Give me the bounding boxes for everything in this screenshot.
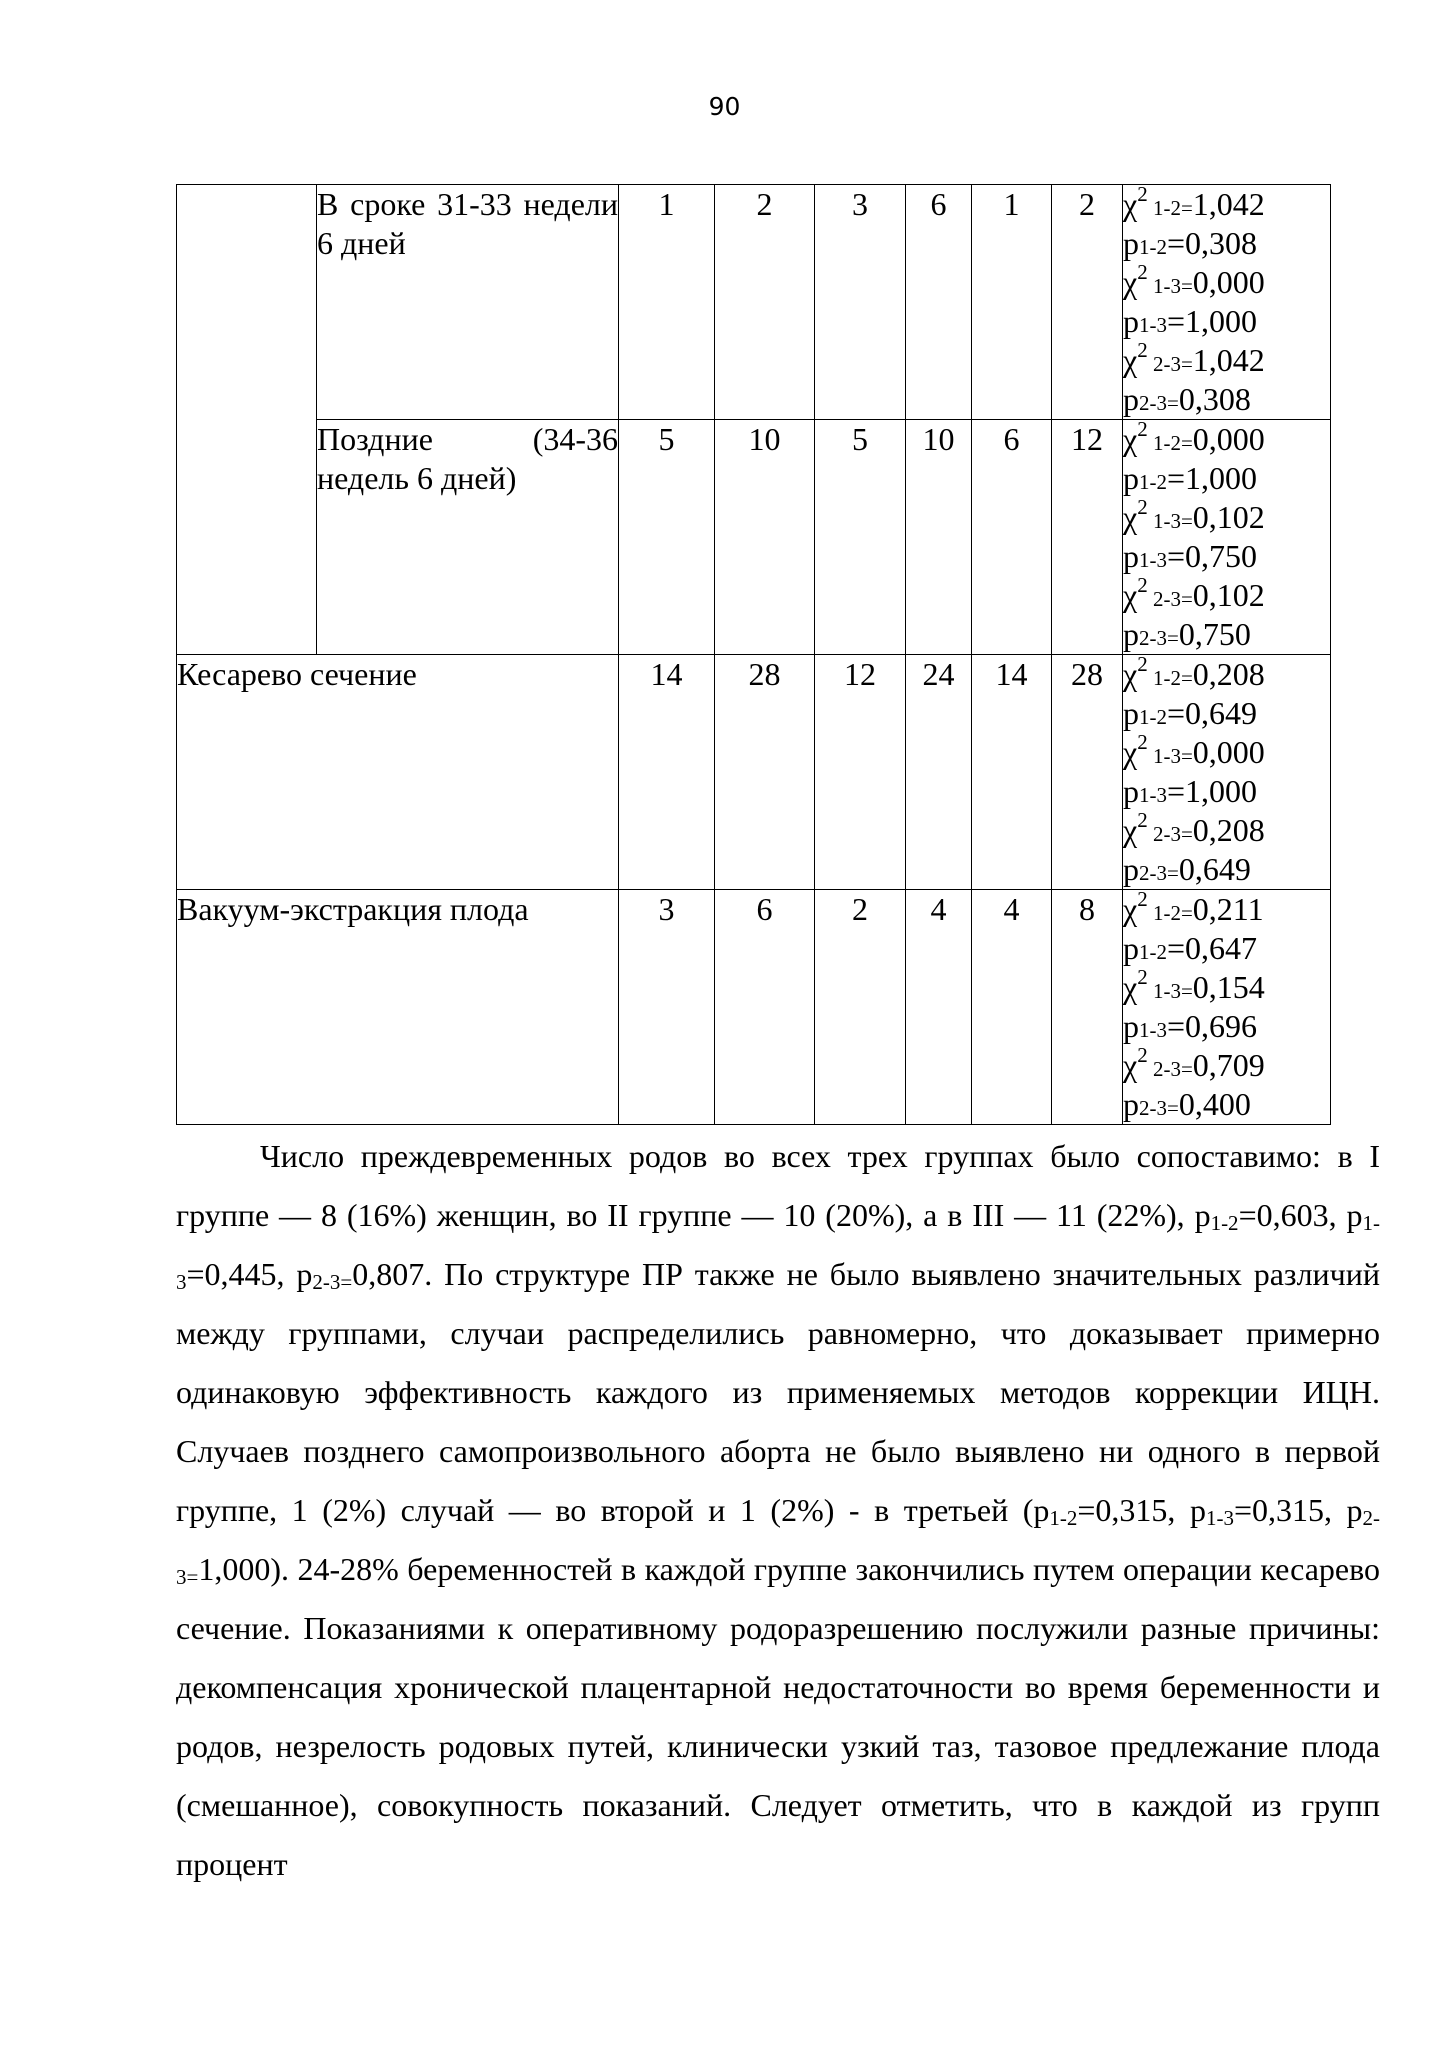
table-row <box>177 420 1331 655</box>
stat-superscript: 2 <box>1137 965 1148 989</box>
stat-symbol: χ <box>1123 342 1138 378</box>
stat-value: 0,308 <box>1178 381 1251 417</box>
cell-value: 3 <box>815 185 906 420</box>
stat-value: =0,647 <box>1167 930 1258 966</box>
stat-subscript: 1-3 <box>1139 548 1167 572</box>
stat-value: 1,042 <box>1192 342 1265 378</box>
stat-symbol: p <box>1123 381 1139 417</box>
stat-subscript: 1-2 <box>1139 470 1167 494</box>
subscript: 2-3= <box>312 1270 353 1294</box>
cell-value: 14 <box>972 655 1052 890</box>
stat-value: =1,000 <box>1167 773 1258 809</box>
stat-subscript: 1-3 <box>1139 783 1167 807</box>
stat-symbol: p <box>1123 1008 1139 1044</box>
stat-line <box>1123 182 1330 224</box>
stat-symbol: χ <box>1123 891 1138 927</box>
cell-value: 2 <box>715 185 815 420</box>
body-paragraph <box>176 1127 1380 1894</box>
stat-value: 0,000 <box>1192 734 1265 770</box>
paragraph-text: 1,000). 24-28% беременностей в каждой группе закончились путем операции кесарево сечение. Показаниями к оперативному родоразрешению послужили разные причины: декомпенсация хронической плацентарной недостаточности во время беременности и родов, незрелость родовых путей, клинически узкий таз, тазовое предлежание плода (смешанное), совокупность показаний. Следует отметить, что в каждой из групп процент <box>176 1551 1380 1882</box>
stat-symbol: χ <box>1123 734 1138 770</box>
table-row <box>177 655 1331 890</box>
stat-superscript: 2 <box>1137 808 1148 832</box>
results-table <box>176 184 1331 1125</box>
stat-subscript: 2-3= <box>1139 861 1179 885</box>
stat-symbol: χ <box>1123 577 1138 613</box>
stat-value: 0,000 <box>1192 264 1265 300</box>
stat-subscript: 2-3= <box>1139 1096 1179 1120</box>
cell-value: 1 <box>972 185 1052 420</box>
stat-symbol: p <box>1123 930 1139 966</box>
stat-superscript: 2 <box>1137 573 1148 597</box>
stat-subscript: 2-3= <box>1147 587 1193 611</box>
stats-cell <box>1123 652 1331 890</box>
cell-value: 1 <box>619 185 715 420</box>
stat-value: 0,154 <box>1192 969 1265 1005</box>
paragraph-text: =0,445, p <box>186 1256 313 1292</box>
stat-subscript: 2-3= <box>1147 1057 1193 1081</box>
stat-subscript: 1-3= <box>1147 979 1193 1003</box>
stat-symbol: χ <box>1123 186 1138 222</box>
stat-superscript: 2 <box>1137 182 1148 206</box>
stat-symbol: p <box>1123 225 1139 261</box>
stat-subscript: 2-3= <box>1139 391 1179 415</box>
stat-superscript: 2 <box>1137 495 1148 519</box>
stat-symbol: p <box>1123 773 1139 809</box>
stat-superscript: 2 <box>1137 730 1148 754</box>
subscript: 1-3 <box>176 1211 1380 1294</box>
table-row <box>177 890 1331 1125</box>
subscript: 1-3 <box>1205 1506 1234 1530</box>
stat-line <box>1123 772 1330 811</box>
stat-symbol: p <box>1123 1086 1139 1122</box>
paragraph-text: =0,315, p <box>1233 1492 1363 1528</box>
merged-group-cell <box>177 185 317 655</box>
paragraph-text: 0,807. По структуре ПР также не было выявлено значительных различий между группами, случаи распределились равномерно, что доказывает примерно одинаковую эффективность каждого из применяемых методов коррекции ИЦН. Случаев позднего самопроизвольного аборта не было выявлено ни одного в первой группе, 1 (2%) случай — во второй и 1 (2%) - в третьей (p <box>176 1256 1381 1528</box>
cell-value: 6 <box>906 185 972 420</box>
row-label: Кесарево сечение <box>177 655 619 890</box>
stat-subscript: 1-2= <box>1147 196 1193 220</box>
stat-symbol: χ <box>1123 656 1138 692</box>
stat-line <box>1123 850 1330 889</box>
stat-subscript: 1-2= <box>1147 901 1193 925</box>
paragraph-text: =0,315, p <box>1077 1492 1206 1528</box>
stat-superscript: 2 <box>1137 1043 1148 1067</box>
stat-line <box>1123 730 1330 772</box>
stat-subscript: 1-3= <box>1147 744 1193 768</box>
stat-value: =0,649 <box>1167 695 1258 731</box>
stat-subscript: 2-3= <box>1147 822 1193 846</box>
stat-symbol: p <box>1123 695 1139 731</box>
stat-line <box>1123 224 1330 263</box>
stat-line <box>1123 260 1330 302</box>
stat-symbol: χ <box>1123 421 1138 457</box>
cell-value: 14 <box>619 655 715 890</box>
stat-symbol: p <box>1123 538 1139 574</box>
stat-value: 0,400 <box>1178 1086 1251 1122</box>
cell-value: 6 <box>715 890 815 1125</box>
stat-superscript: 2 <box>1137 417 1148 441</box>
paragraph-text: Число преждевременных родов во всех трех группах было сопоставимо: в I группе — 8 (16%) женщин, во II группе — 10 (20%), а в III — 11 (22%), p <box>176 1138 1380 1233</box>
stat-subscript: 1-3= <box>1147 274 1193 298</box>
stat-line <box>1123 652 1330 694</box>
stat-symbol: p <box>1123 851 1139 887</box>
stat-subscript: 1-2 <box>1139 705 1167 729</box>
stat-subscript: 2-3= <box>1139 626 1179 650</box>
stat-line <box>1123 537 1330 576</box>
stat-symbol: χ <box>1123 969 1138 1005</box>
stat-value: =0,750 <box>1167 538 1258 574</box>
stats-cell <box>1123 417 1331 655</box>
stat-symbol: χ <box>1123 499 1138 535</box>
stat-value: 0,000 <box>1192 421 1265 457</box>
stat-line <box>1123 887 1330 929</box>
stat-value: =0,308 <box>1167 225 1258 261</box>
stat-line <box>1123 1085 1330 1124</box>
stat-line <box>1123 495 1330 537</box>
page-number: 90 <box>708 92 741 121</box>
stat-line <box>1123 929 1330 968</box>
cell-value: 12 <box>1052 420 1123 655</box>
stat-subscript: 1-3 <box>1139 313 1167 337</box>
cell-value: 28 <box>1052 655 1123 890</box>
cell-value: 12 <box>815 655 906 890</box>
stat-superscript: 2 <box>1137 338 1148 362</box>
stat-subscript: 2-3= <box>1147 352 1193 376</box>
stat-value: =0,696 <box>1167 1008 1258 1044</box>
stat-subscript: 1-3 <box>1139 1018 1167 1042</box>
subscript: 2-3= <box>176 1506 1381 1589</box>
stat-line <box>1123 1007 1330 1046</box>
cell-value: 5 <box>619 420 715 655</box>
stat-subscript: 1-2= <box>1147 431 1193 455</box>
row-label: В сроке 31-33 недели 6 дней <box>317 185 619 420</box>
cell-value: 6 <box>972 420 1052 655</box>
cell-value: 8 <box>1052 890 1123 1125</box>
cell-value: 4 <box>906 890 972 1125</box>
stat-line <box>1123 965 1330 1007</box>
cell-value: 28 <box>715 655 815 890</box>
subscript: 1-2 <box>1210 1211 1239 1235</box>
stat-value: 0,750 <box>1178 616 1251 652</box>
stat-subscript: 1-2 <box>1139 940 1167 964</box>
stat-value: =1,000 <box>1167 460 1258 496</box>
cell-value: 3 <box>619 890 715 1125</box>
row-label: Вакуум-экстракция плода <box>177 890 619 1125</box>
stat-value: 0,208 <box>1192 812 1265 848</box>
stat-superscript: 2 <box>1137 260 1148 284</box>
stat-line <box>1123 615 1330 654</box>
stat-line <box>1123 459 1330 498</box>
stat-symbol: χ <box>1123 812 1138 848</box>
cell-value: 4 <box>972 890 1052 1125</box>
stat-line <box>1123 380 1330 419</box>
cell-value: 10 <box>906 420 972 655</box>
cell-value: 2 <box>1052 185 1123 420</box>
cell-value: 24 <box>906 655 972 890</box>
stat-line <box>1123 808 1330 850</box>
stat-subscript: 1-2 <box>1139 235 1167 259</box>
cell-value: 2 <box>815 890 906 1125</box>
cell-value: 5 <box>815 420 906 655</box>
stat-value: 0,211 <box>1192 891 1264 927</box>
stat-line <box>1123 694 1330 733</box>
stat-value: 0,102 <box>1192 499 1265 535</box>
stat-subscript: 1-2= <box>1147 666 1193 690</box>
stat-value: =1,000 <box>1167 303 1258 339</box>
stat-value: 0,649 <box>1178 851 1251 887</box>
stats-cell <box>1123 887 1331 1125</box>
stat-line <box>1123 302 1330 341</box>
stat-line <box>1123 417 1330 459</box>
subscript: 1-2 <box>1049 1506 1078 1530</box>
stat-value: 0,208 <box>1192 656 1265 692</box>
stat-value: 0,102 <box>1192 577 1265 613</box>
stat-line <box>1123 1043 1330 1085</box>
stat-superscript: 2 <box>1137 652 1148 676</box>
stat-line <box>1123 338 1330 380</box>
stat-value: 1,042 <box>1192 186 1265 222</box>
stat-line <box>1123 573 1330 615</box>
table-row <box>177 185 1331 420</box>
stat-symbol: χ <box>1123 264 1138 300</box>
stat-symbol: χ <box>1123 1047 1138 1083</box>
stats-cell <box>1123 182 1331 420</box>
stat-symbol: p <box>1123 460 1139 496</box>
paragraph-text: =0,603, p <box>1238 1197 1363 1233</box>
row-label: Поздние (34-36 недель 6 дней) <box>317 420 619 655</box>
stat-symbol: p <box>1123 303 1139 339</box>
stat-value: 0,709 <box>1192 1047 1265 1083</box>
cell-value: 10 <box>715 420 815 655</box>
stat-superscript: 2 <box>1137 887 1148 911</box>
stat-subscript: 1-3= <box>1147 509 1193 533</box>
stat-symbol: p <box>1123 616 1139 652</box>
